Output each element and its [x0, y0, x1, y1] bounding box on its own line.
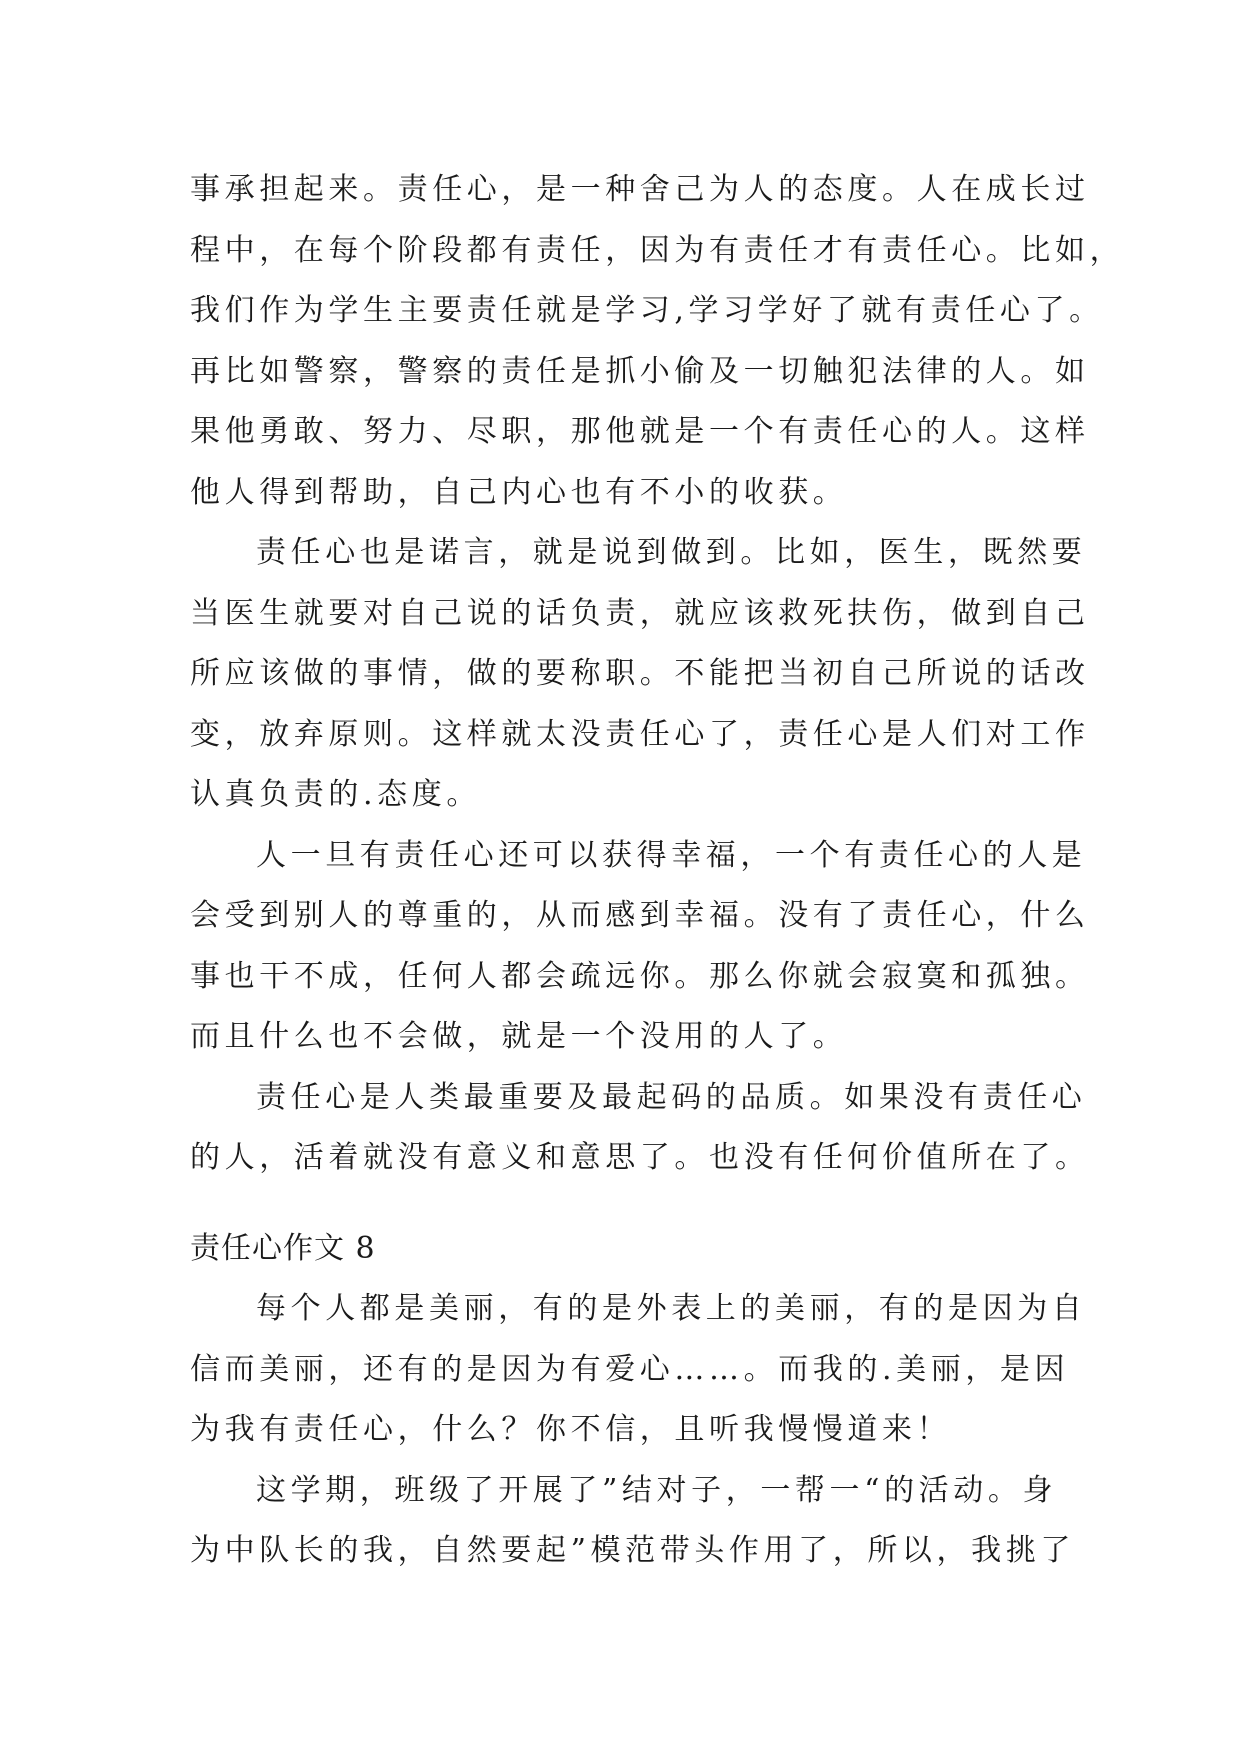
- text-line: 事承担起来。责任心，是一种舍己为人的态度。人在成长过: [190, 172, 1090, 207]
- text-line: 果他勇敢、努力、尽职，那他就是一个有责任心的人。这样: [190, 414, 1090, 449]
- text-line: 事也干不成，任何人都会疏远你。那么你就会寂寞和孤独。: [190, 958, 1090, 994]
- text-line: 责任心也是诺言，就是说到做到。比如，医生，既然要: [256, 535, 1087, 570]
- paragraph: [190, 523, 1090, 826]
- text-line: 信而美丽，还有的是因为有爱心……。而我的.美丽，是因: [190, 1351, 1070, 1387]
- text-line: 这学期，班级了开展了”结对子，一帮一“的活动。身: [256, 1472, 1058, 1508]
- text-line: 的人，活着就没有意义和意思了。也没有任何价值所在了。: [190, 1140, 1090, 1175]
- essay-title: 责任心作文 8: [190, 1230, 376, 1266]
- text-line: 再比如警察，警察的责任是抓小偷及一切触犯法律的人。如: [190, 353, 1090, 389]
- paragraph: [190, 826, 1090, 1068]
- text-line: 他人得到帮助，自己内心也有不小的收获。: [190, 474, 848, 510]
- text-line: 我们作为学生主要责任就是学习,学习学好了就有责任心了。: [190, 293, 1104, 328]
- text-line: 人一旦有责任心还可以获得幸福，一个有责任心的人是: [256, 837, 1087, 873]
- text-line: 为我有责任心，什么？你不信，且听我慢慢道来！: [190, 1412, 952, 1447]
- text-line: 程中，在每个阶段都有责任，因为有责任才有责任心。比如，: [190, 232, 1125, 268]
- text-line: 为中队长的我，自然要起”模范带头作用了，所以，我挑了: [190, 1533, 1075, 1568]
- text-line: 而且什么也不会做，就是一个没用的人了。: [190, 1019, 848, 1054]
- paragraph: [190, 1279, 1090, 1461]
- text-line: 当医生就要对自己说的话负责，就应该救死扶伤，做到自己: [190, 595, 1090, 631]
- text-line: 每个人都是美丽，有的是外表上的美丽，有的是因为自: [256, 1291, 1087, 1326]
- text-line: 变，放弃原则。这样就太没责任心了，责任心是人们对工作: [190, 716, 1090, 752]
- text-line: 认真负责的.态度。: [190, 777, 481, 812]
- paragraph: [190, 1068, 1090, 1189]
- text-line: 责任心是人类最重要及最起码的品质。如果没有责任心: [256, 1079, 1087, 1115]
- text-line: 会受到别人的尊重的，从而感到幸福。没有了责任心，什么: [190, 898, 1090, 933]
- paragraph: [190, 1461, 1090, 1582]
- paragraph-gap: [190, 1189, 1090, 1219]
- document-body: [190, 160, 1125, 1582]
- text-line: 所应该做的事情，做的要称职。不能把当初自己所说的话改: [190, 656, 1090, 691]
- paragraph: [190, 160, 1125, 523]
